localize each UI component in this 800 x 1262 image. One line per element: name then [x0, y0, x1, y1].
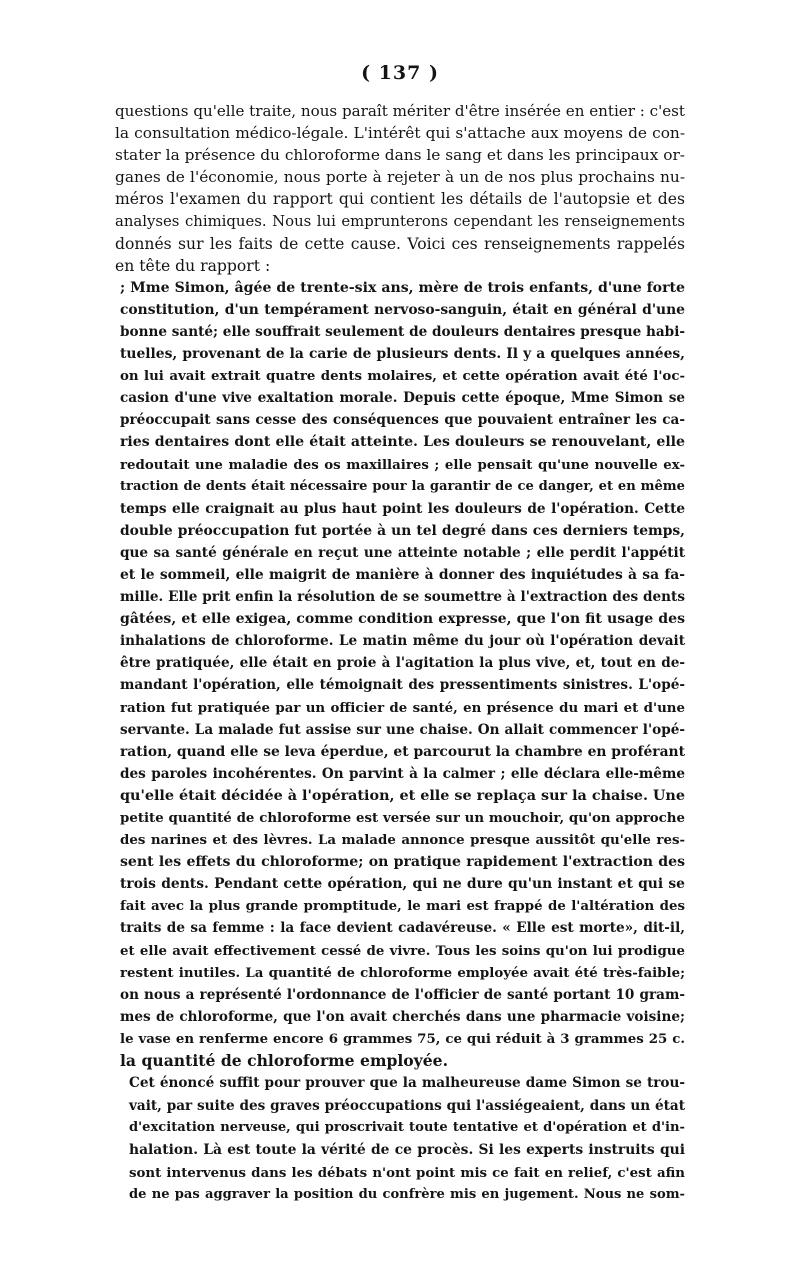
text-line: Cet énoncé suffit pour prouver que la malheureuse dame Simon se trou- — [129, 1075, 685, 1092]
text-line: tuelles, provenant de la carie de plusieurs dents. Il y a quelques années, — [120, 346, 685, 363]
text-line: on lui avait extrait quatre dents molaires, et cette opération avait été l'oc- — [120, 368, 685, 385]
text-line: sent les effets du chloroforme; on pratique rapidement l'extraction des — [120, 854, 685, 871]
text-line: qu'elle était décidée à l'opération, et elle se replaça sur la chaise. Une — [120, 787, 685, 804]
text-line: des narines et des lèvres. La malade annonce presque aussitôt qu'elle res- — [120, 832, 685, 849]
text-line: gâtées, et elle exigea, comme condition expresse, que l'on fit usage des — [120, 611, 685, 628]
text-line: le vase en renferme encore 6 grammes 75, ce qui réduit à 3 grammes 25 c. — [120, 1030, 685, 1047]
text-line: sont intervenus dans les débats n'ont point mis ce fait en relief, c'est afin — [129, 1164, 685, 1181]
text-line: mille. Elle prit enfin la résolution de se soumettre à l'extraction des dents — [120, 589, 685, 606]
intro-paragraph — [115, 100, 685, 277]
text-line: la consultation médico-légale. L'intérêt qui s'attache aux moyens de con- — [115, 124, 685, 143]
page-number: ( 137 ) — [361, 62, 439, 84]
text-line: analyses chimiques. Nous lui emprunterons cependant les renseignements — [115, 212, 685, 231]
text-line: on nous a représenté l'ordonnance de l'officier de santé portant 10 gram- — [120, 986, 685, 1003]
text-line: trois dents. Pendant cette opération, qui ne dure qu'un instant et qui se — [120, 876, 685, 893]
text-line: que sa santé générale en reçut une atteinte notable ; elle perdit l'appétit — [120, 544, 685, 561]
text-line: constitution, d'un tempérament nervoso-sanguin, était en général d'une — [120, 301, 685, 318]
text-line: vait, par suite des graves préoccupations qui l'assiégeaient, dans un état — [129, 1097, 685, 1114]
text-line: restent inutiles. La quantité de chloroforme employée avait été très-faible; — [120, 964, 685, 981]
text-line: et elle avait effectivement cessé de vivre. Tous les soins qu'on lui prodigue — [120, 942, 685, 959]
text-line: inhalations de chloroforme. Le matin même du jour où l'opération devait — [120, 633, 685, 650]
text-line: mandant l'opération, elle témoignait des pressentiments sinistres. L'opé- — [120, 677, 685, 694]
text-line: servante. La malade fut assise sur une chaise. On allait commencer l'opé- — [120, 721, 685, 738]
text-line: méros l'examen du rapport qui contient les détails de l'autopsie et des — [115, 190, 685, 209]
text-line: double préoccupation fut portée à un tel degré dans ces derniers temps, — [120, 522, 685, 539]
text-line: traits de sa femme : la face devient cadavéreuse. « Elle est morte», dit-il, — [120, 920, 685, 937]
case-report-paragraph — [115, 277, 685, 1072]
text-line: bonne santé; elle souffrait seulement de douleurs dentaires presque habi- — [120, 323, 685, 340]
text-line: petite quantité de chloroforme est versée sur un mouchoir, qu'on approche — [120, 810, 685, 826]
text-line: ; Mme Simon, âgée de trente-six ans, mère de trois enfants, d'une forte — [120, 279, 685, 296]
text-line: fait avec la plus grande promptitude, le mari est frappé de l'altération des — [120, 898, 685, 915]
text-line: temps elle craignait au plus haut point les douleurs de l'opération. Cette — [120, 500, 685, 517]
text-line: en tête du rapport : — [115, 256, 271, 275]
text-line: redoutait une maladie des os maxillaires ; elle pensait qu'une nouvelle ex- — [120, 456, 685, 473]
text-line: mes de chloroforme, que l'on avait cherchés dans une pharmacie voisine; — [120, 1008, 685, 1025]
text-line: ration, quand elle se leva éperdue, et parcourut la chambre en proférant — [120, 743, 685, 760]
text-line: être pratiquée, elle était en proie à l'agitation la plus vive, et, tout en de- — [120, 655, 685, 672]
text-line: et le sommeil, elle maigrit de manière à donner des inquiétudes à sa fa- — [120, 566, 685, 583]
text-line: traction de dents était nécessaire pour la garantir de ce danger, et en même — [120, 478, 685, 494]
text-line: ration fut pratiquée par un officier de santé, en présence du mari et d'une — [120, 699, 685, 716]
text-line: d'excitation nerveuse, qui proscrivait toute tentative et d'opération et d'in- — [129, 1119, 685, 1135]
text-line: préoccupait sans cesse des conséquences que pouvaient entraîner les ca- — [120, 412, 685, 429]
book-page — [115, 62, 685, 1207]
text-line: ries dentaires dont elle était atteinte. Les douleurs se renouvelant, elle — [120, 434, 685, 451]
text-line: la quantité de chloroforme employée. — [120, 1051, 449, 1071]
text-line: des paroles incohérentes. On parvint à la calmer ; elle déclara elle-même — [120, 765, 685, 782]
text-line: halation. Là est toute la vérité de ce procès. Si les experts instruits qui — [129, 1142, 685, 1159]
text-line: donnés sur les faits de cette cause. Voici ces renseignements rappelés — [115, 234, 685, 253]
text-line: stater la présence du chloroforme dans le sang et dans les principaux or- — [115, 146, 685, 165]
text-line: ganes de l'économie, nous porte à rejeter à un de nos plus prochains nu- — [115, 168, 685, 187]
conclusion-paragraph — [115, 1072, 685, 1206]
text-line: casion d'une vive exaltation morale. Depuis cette époque, Mme Simon se — [120, 390, 685, 407]
text-line: questions qu'elle traite, nous paraît mériter d'être insérée en entier : c'est — [115, 102, 685, 120]
text-line: de ne pas aggraver la position du confrère mis en jugement. Nous ne som- — [129, 1187, 685, 1203]
